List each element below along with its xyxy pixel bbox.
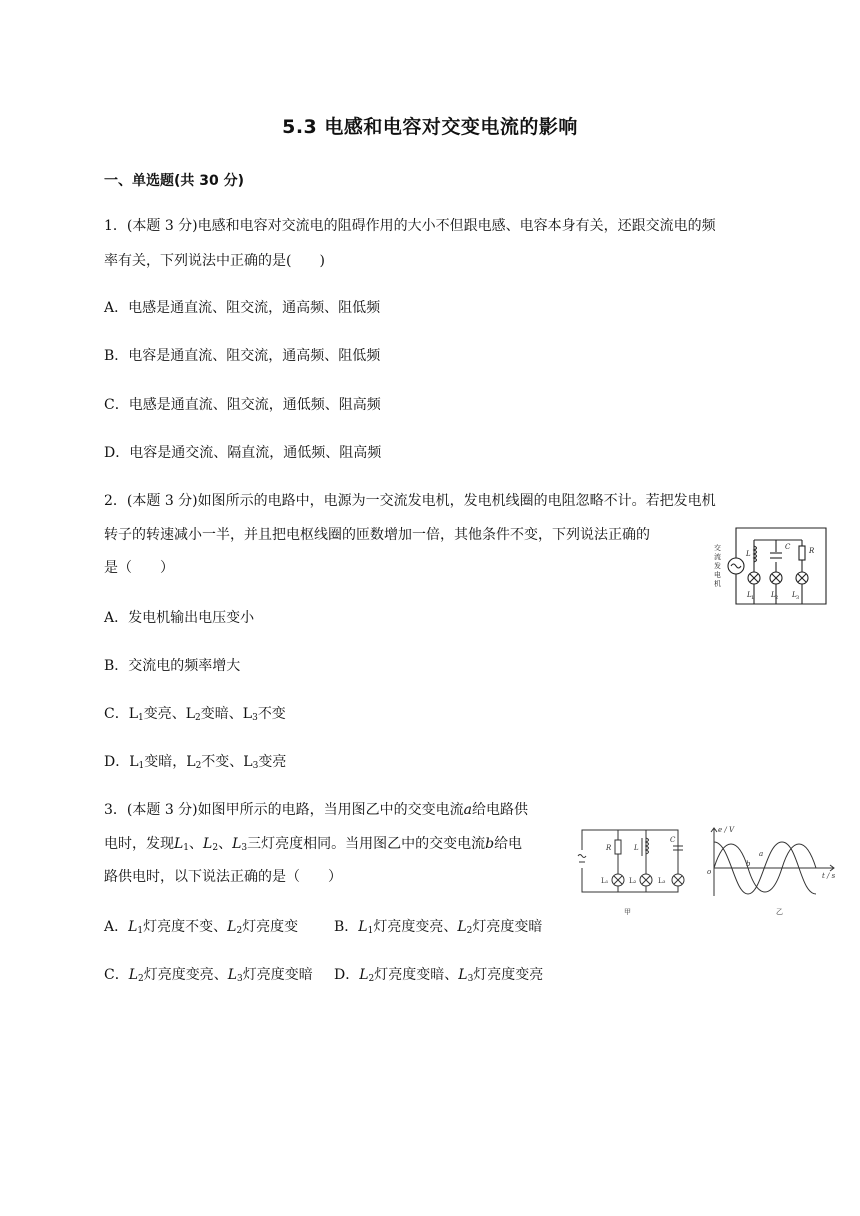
- lamp-l2-label: L: [771, 591, 776, 599]
- q2-stem-line3: 是（ ）: [104, 560, 174, 576]
- jia-capacitor-label: C: [670, 836, 676, 844]
- yi-y-label: e / V: [718, 826, 735, 834]
- q3-option-a: A．$L_1$灯亮度不变、$L_2$灯亮度变: [104, 919, 299, 936]
- q2-stem-line2: 转子的转速减小一半，并且把电枢线圈的匝数增加一倍，其他条件不变，下列说法正确的: [104, 527, 650, 543]
- generator-label-3: 发: [714, 562, 721, 570]
- q2-option-a: A．发电机输出电压变小: [104, 610, 255, 626]
- page-title: 5.3 电感和电容对交变电流的影响: [282, 116, 578, 138]
- jia-lamp-l2-label: L₂: [629, 877, 637, 885]
- yi-curve-b-label: b: [746, 860, 751, 868]
- q2-stem-line1: 2．(本题 3 分)如图所示的电路中，电源为一交流发电机，发电机线圈的电阻忽略不计。若把发电机: [104, 493, 716, 509]
- jia-lamp-l1-label: L₁: [601, 877, 609, 885]
- q1-stem-line2: 率有关，下列说法中正确的是( ): [104, 253, 325, 269]
- lamp-l1-label: L: [747, 591, 752, 599]
- jia-resistor-label: R: [606, 844, 612, 852]
- q3-stem-line2: 电时，发现$L_1$、$L_2$、$L_3$三灯亮度相同。当用图乙中的交变电流b给电: [104, 836, 523, 853]
- q2-option-c: C．$L_1$变亮、$L_2$变暗、$L_3$不变: [104, 706, 286, 723]
- generator-label-4: 电: [714, 571, 721, 579]
- q1-option-a: A．电感是通直流、阻交流，通高频、阻低频: [104, 300, 381, 316]
- generator-label-2: 流: [714, 553, 721, 561]
- q2-circuit-figure: [708, 522, 836, 608]
- lamp-l3-label: L: [792, 591, 797, 599]
- q1-option-d: D．电容是通交流、隔直流，通低频、阻高频: [104, 445, 382, 461]
- q2-option-b: B．交流电的频率增大: [104, 658, 241, 674]
- q2-option-d: D．$L_1$变暗，$L_2$不变、$L_3$变亮: [104, 754, 287, 771]
- q3-option-d: D．$L_2$灯亮度变暗、$L_3$灯亮度变亮: [334, 967, 544, 984]
- jia-caption: 甲: [624, 908, 631, 916]
- q1-option-c: C．电感是通直流、阻交流，通低频、阻高频: [104, 397, 381, 413]
- q1-stem-line1: 1．(本题 3 分)电感和电容对交流电的阻碍作用的大小不但跟电感、电容本身有关，还跟交流电的频: [104, 218, 716, 234]
- yi-origin-label: o: [707, 868, 712, 876]
- q1-option-b: B．电容是通直流、阻交流，通高频、阻低频: [104, 348, 381, 364]
- yi-x-label: t / s: [822, 872, 836, 880]
- section-heading: 一、单选题(共 30 分): [104, 173, 245, 189]
- generator-label-5: 机: [714, 580, 721, 588]
- jia-inductor-label: L: [634, 844, 639, 852]
- q3-waveform-yi-figure: [702, 822, 842, 916]
- q3-stem-line1: 3．(本题 3 分)如图甲所示的电路，当用图乙中的交变电流a给电路供: [104, 802, 528, 818]
- yi-caption: 乙: [776, 908, 783, 916]
- inductor-label: L: [746, 550, 751, 558]
- jia-lamp-l3-label: L₃: [658, 877, 666, 885]
- q3-stem-line3: 路供电时，以下说法正确的是（ ）: [104, 869, 342, 885]
- generator-label-1: 交: [714, 544, 721, 552]
- q3-circuit-jia-figure: [574, 820, 690, 916]
- capacitor-label: C: [785, 543, 791, 551]
- yi-curve-a-label: a: [759, 850, 764, 858]
- svg-text:3: 3: [796, 595, 800, 601]
- q3-option-c: C．$L_2$灯亮度变亮、$L_3$灯亮度变暗: [104, 967, 313, 984]
- svg-text:1: 1: [751, 595, 755, 601]
- resistor-label: R: [809, 547, 815, 555]
- svg-text:2: 2: [775, 595, 779, 601]
- q3-option-b: B．$L_1$灯亮度变亮、$L_2$灯亮度变暗: [334, 919, 543, 936]
